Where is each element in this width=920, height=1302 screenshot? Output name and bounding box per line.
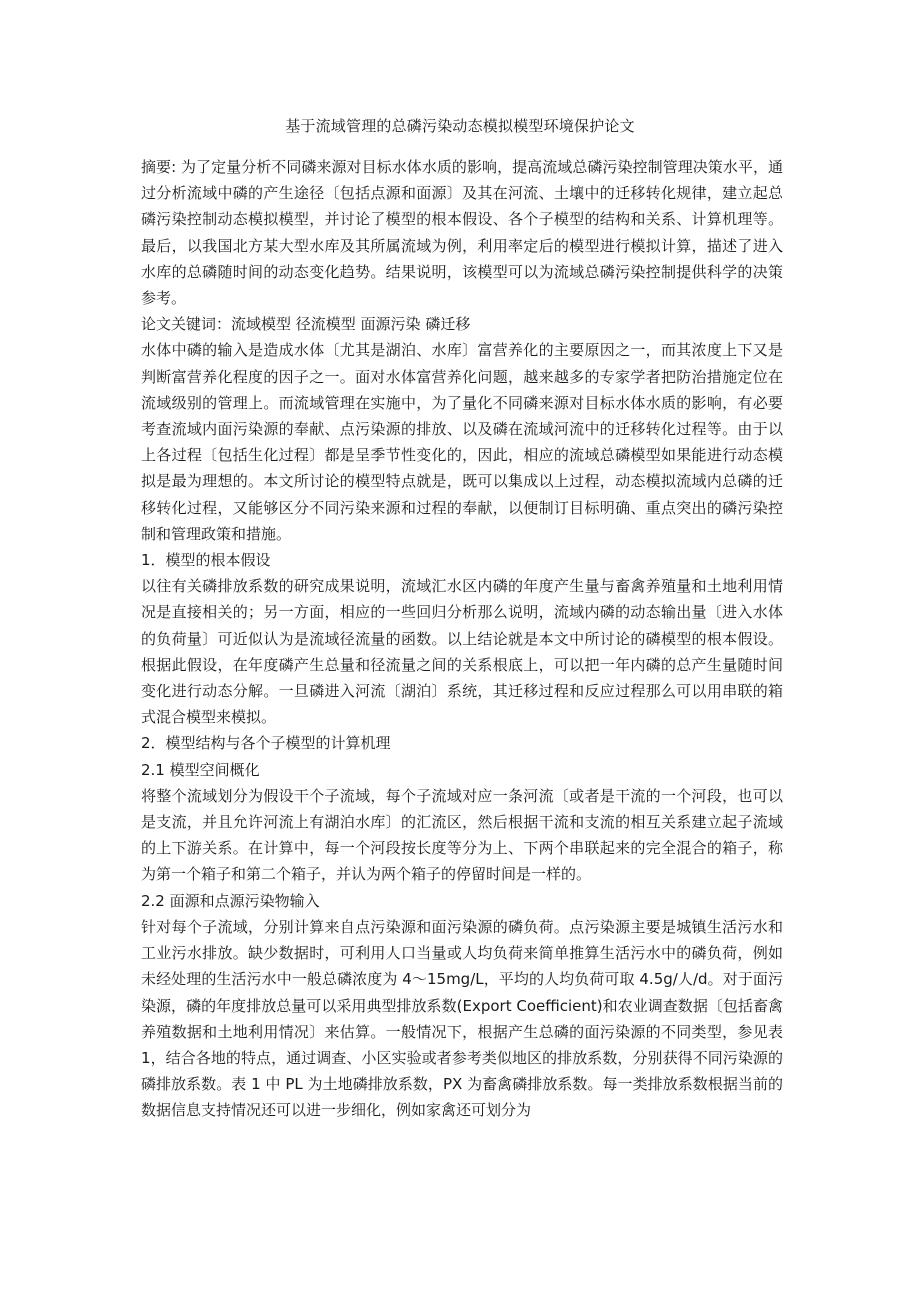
section22-paragraph: 针对每个子流域，分别计算来自点污染源和面污染源的磷负荷。点污染源主要是城镇生活污水和工业污水排放。缺少数据时，可利用人口当量或人均负荷来简单推算生活污水中的磷负荷，例如未经处理的生活污水中一般总磷浓度为 4～15mg/L，平均的人均负荷可取 4.5g/人/d。对于面污染源，磷的年度排放总量可以采用典型排放系数(Export Coefficient)和农业调查数据〔包括畜禽养殖数据和土地利用情况〕来估算。一般情况下，根据产生总磷的面污染源的不同类型，参见表 1，结合各地的特点，通过调查、小区实验或者参考类似地区的排放系数，分别获得不同污染源的磷排放系数。表 1 中 PL 为土地磷排放系数，PX 为畜禽磷排放系数。每一类排放系数根据当前的数据信息支持情况还可以进一步细化，例如家禽还可划分为	[141, 917, 783, 1120]
abstract-text: 为了定量分析不同磷来源对目标水体水质的影响，提高流域总磷污染控制管理决策水平，通过分析流域中磷的产生途径〔包括点源和面源〕及其在河流、土壤中的迁移转化规律，建立起总磷污染控制动态模拟模型，并讨论了模型的根本假设、各个子模型的结构和关系、计算机理等。最后，以我国北方某大型水库及其所属流域为例，利用率定后的模型进行模拟计算，描述了进入水库的总磷随时间的动态变化趋势。结果说明，该模型可以为流域总磷污染控制提供科学的决策参考。	[141, 158, 783, 308]
section22-heading: 2.2 面源和点源污染物输入	[141, 891, 320, 910]
keywords-line	[141, 311, 783, 337]
document-title: 基于流域管理的总磷污染动态模拟模型环境保护论文	[285, 117, 635, 135]
section21-paragraph: 将整个流域划分为假设干个子流域，每个子流域对应一条河流〔或者是干流的一个河段，也可以是支流，并且允许河流上有湖泊水库〕的汇流区，然后根据干流和支流的相互关系建立起子流域的上下游关系。在计算中，每一个河段按长度等分为上、下两个串联起来的完全混合的箱子，称为第一个箱子和第二个箱子，并认为两个箱子的停留时间是一样的。	[141, 786, 783, 884]
section1-paragraph: 以往有关磷排放系数的研究成果说明，流域汇水区内磷的年度产生量与畜禽养殖量和土地利用情况是直接相关的；另一方面，相应的一些回归分析那么说明，流域内磷的动态输出量〔进入水体的负荷量〕可近似认为是流域径流量的函数。以上结论就是本文中所讨论的磷模型的根本假设。根据此假设，在年度磷产生总量和径流量之间的关系根底上，可以把一年内磷的总产生量随时间变化进行动态分解。一旦磷进入河流〔湖泊〕系统，其迁移过程和反应过程那么可以用串联的箱式混合模型来模拟。	[141, 577, 783, 727]
intro-paragraph: 水体中磷的输入是造成水体〔尤其是湖泊、水库〕富营养化的主要原因之一，而其浓度上下又是判断富营养化程度的因子之一。面对水体富营养化问题，越来越多的专家学者把防治措施定位在流域级别的管理上。而流域管理在实施中，为了量化不同磷来源对目标水体水质的影响，有必要考查流域内面污染源的奉献、点污染源的排放、以及磷在流域河流中的迁移转化过程等。由于以上各过程〔包括生化过程〕都是呈季节性变化的，因此，相应的流域总磷模型如果能进行动态模拟是最为理想的。本文所讨论的模型特点就是，既可以集成以上过程，动态模拟流域内总磷的迁移转化过程，又能够区分不同污染来源和过程的奉献，以便制订目标明确、重点突出的磷污染控制和管理政策和措施。	[141, 341, 783, 543]
abstract-paragraph	[141, 154, 783, 311]
section2-heading: 2．模型结构与各个子模型的计算机理	[141, 734, 391, 753]
keywords-label: 论文关键词：	[141, 315, 232, 334]
document-body	[141, 154, 783, 1124]
abstract-label: 摘要:	[141, 158, 177, 176]
section1-heading: 1．模型的根本假设	[141, 551, 271, 570]
section21-heading: 2.1 模型空间概化	[141, 760, 260, 779]
keywords-text: 流域模型 径流模型 面源污染 磷迁移	[231, 315, 471, 334]
